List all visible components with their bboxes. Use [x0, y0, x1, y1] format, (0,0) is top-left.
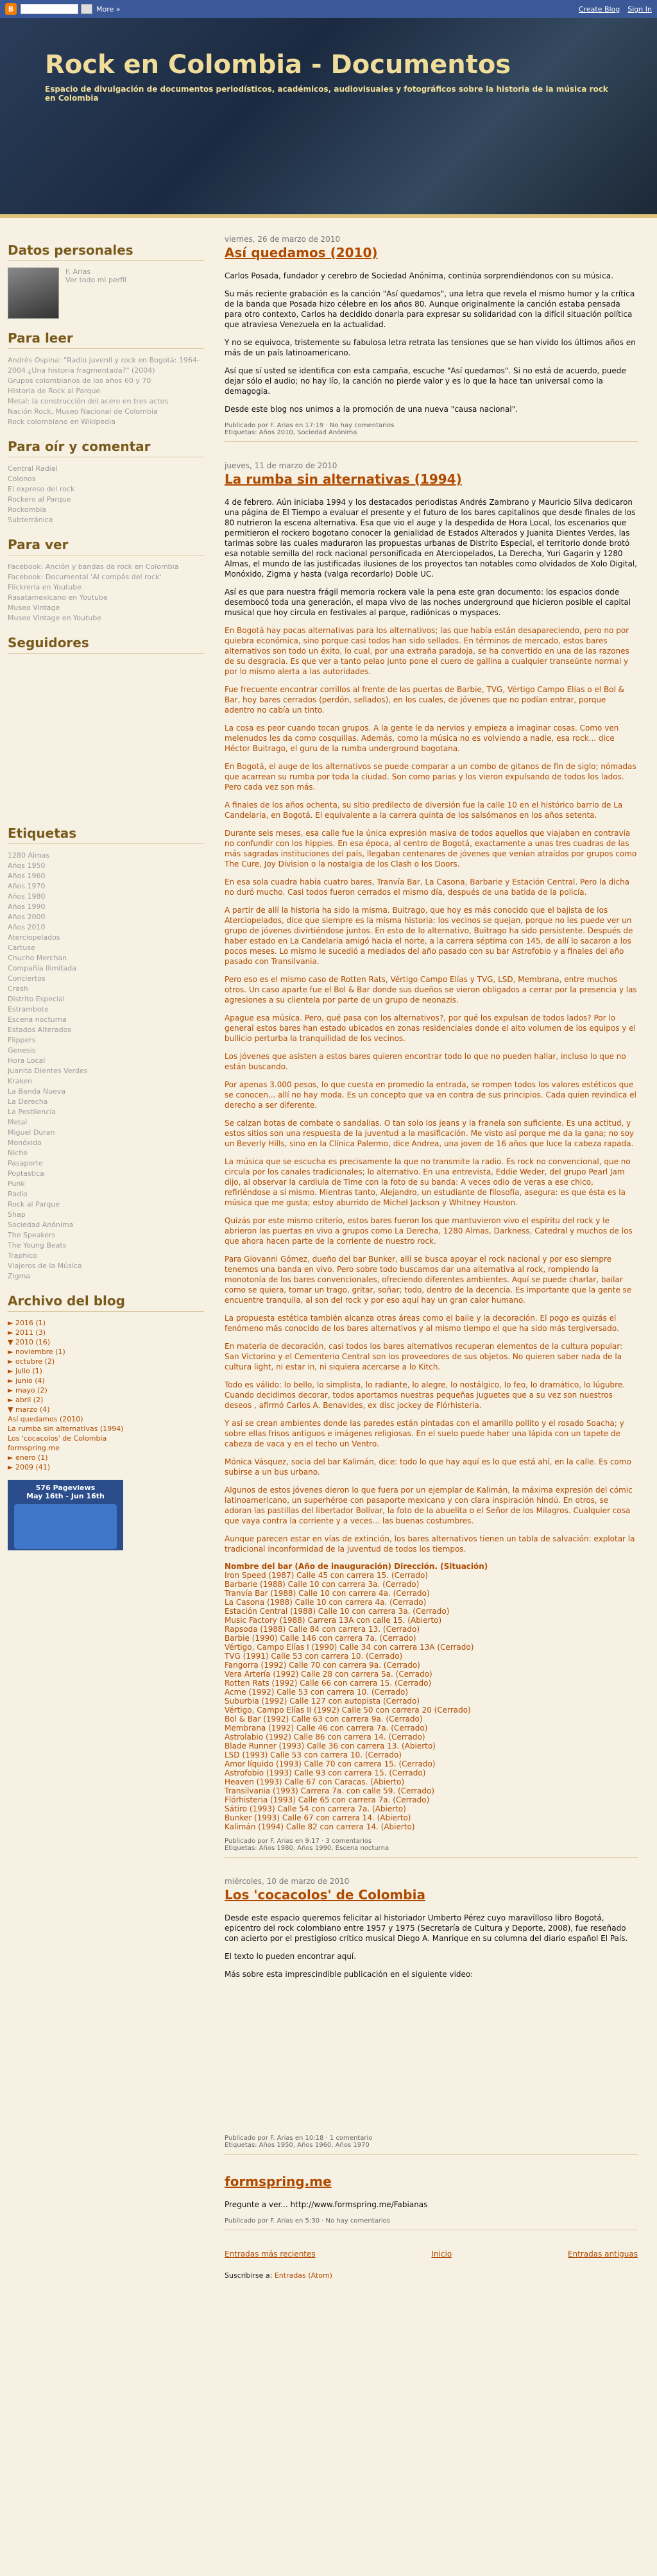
- list-item[interactable]: El expreso del rock: [8, 485, 75, 493]
- post-title[interactable]: formspring.me: [225, 2174, 332, 2189]
- label-item[interactable]: Hora Local: [8, 1056, 46, 1065]
- label-item[interactable]: Traphico: [8, 1251, 38, 1260]
- profile-name[interactable]: F. Arias: [65, 267, 91, 276]
- list-item[interactable]: Flickrería en Youtube: [8, 583, 81, 591]
- paragraph: Pregunte a ver... http://www.formspring.me/Fabianas: [225, 2200, 428, 2209]
- subscribe-text: Suscribirse a:: [225, 2271, 273, 2280]
- counter-range: May 16th - Jun 16th: [26, 1492, 105, 1500]
- bar-row: La Casona (1988) Calle 10 con carrera 4a. (Cerrado): [225, 1598, 427, 1607]
- label-item[interactable]: Sociedad Anónima: [8, 1221, 74, 1229]
- paragraph: Así que sí usted se identifica con esta campaña, escuche "Así quedamos". Si no está de acuerdo, puede dejar sólo el audio; no hay lío, la canción no pierde valor y es lo que la hace tan universal como la demagogia.: [225, 366, 626, 396]
- labels-list: [8, 851, 204, 1282]
- list-item[interactable]: Museo Vintage: [8, 604, 60, 612]
- bar-row: Barbie (1990) Calle 146 con carrera 7a. (Cerrado): [225, 1634, 416, 1643]
- archive-item[interactable]: ▼ marzo (4): [8, 1405, 50, 1414]
- personal-heading: Datos personales: [8, 242, 204, 261]
- list-item[interactable]: Grupos colombianos de los años 60 y 70: [8, 377, 151, 385]
- newer-posts-link[interactable]: Entradas más recientes: [225, 2250, 316, 2258]
- post-date: viernes, 26 de marzo de 2010: [225, 235, 341, 244]
- post-labels[interactable]: Etiquetas: Años 1950, Años 1960, Años 1970: [225, 2142, 370, 2149]
- archive-item[interactable]: ▼ 2010 (16): [8, 1338, 51, 1346]
- label-item[interactable]: Años 1970: [8, 882, 46, 890]
- bar-row: Estación Central (1988) Calle 10 con carrera 3a. (Cerrado): [225, 1607, 450, 1616]
- archive-item[interactable]: ► octubre (2): [8, 1357, 55, 1366]
- list-item[interactable]: Colonos: [8, 475, 36, 483]
- more-menu[interactable]: More »: [96, 4, 121, 13]
- paragraph: Desde este blog nos unimos a la promoción de una nueva "causa nacional".: [225, 405, 518, 414]
- article-paragraph: Algunos de estos jóvenes dieron lo que fuera por un ejemplar de Kalimán, la máxima expresión del cómic latinoamericano, un superhéroe con pasaporte mexicano y con clara inspiración hindú. En otros, se adoran las pastillas del libertador Bolívar, la foto de la abuelita o el Señor de los Milagros. Cualquier cosa que vaya contra la corriente y a veces... las buenas costumbres.: [225, 1486, 633, 1525]
- list-item[interactable]: Facebook: Documental 'Al compás del rock': [8, 573, 162, 581]
- etiquetas-heading: Etiquetas: [8, 826, 204, 844]
- para-leer-heading: Para leer: [8, 330, 204, 349]
- paragraph: Y no se equivoca, tristemente su fabulosa letra retrata las tensiones que se han vivido los últimos años en más de un país latinoamericano.: [225, 338, 636, 357]
- label-item[interactable]: Kraken: [8, 1077, 33, 1085]
- blogger-logo-icon[interactable]: B: [5, 3, 17, 15]
- bar-row: Acme (1992) Calle 53 con carrera 10. (Cerrado): [225, 1688, 409, 1697]
- bar-row: Sátiro (1993) Calle 54 con carrera 7a. (Abierto): [225, 1804, 406, 1813]
- bar-row: Vera Artería (1992) Calle 28 con carrera 5a. (Cerrado): [225, 1670, 432, 1679]
- label-item[interactable]: Flippers: [8, 1036, 36, 1044]
- para-oir-heading: Para oír y comentar: [8, 439, 204, 457]
- label-item[interactable]: Chucho Merchan: [8, 954, 67, 962]
- list-item[interactable]: Rockombia: [8, 505, 47, 514]
- post-footer: [225, 422, 638, 442]
- post-labels[interactable]: Etiquetas: Años 2010, Sociedad Anónima: [225, 429, 357, 436]
- blogger-navbar: [0, 0, 657, 18]
- bar-row: Kalimán (1994) Calle 82 con carrera 14. (Abierto): [225, 1822, 415, 1831]
- paragraph: Más sobre esta imprescindible publicación en el siguiente video:: [225, 1970, 474, 1979]
- archive-item[interactable]: ► mayo (2): [8, 1386, 47, 1394]
- post-footer: [225, 2135, 638, 2155]
- bar-row: Transilvania (1993) Carrera 7a. con calle 59. (Cerrado): [225, 1786, 435, 1795]
- search-input[interactable]: [21, 4, 78, 14]
- archive-item[interactable]: Los 'cocacolos' de Colombia: [8, 1434, 107, 1443]
- label-item[interactable]: Pasaporte: [8, 1159, 43, 1167]
- bar-row: Astrolabio (1992) Calle 86 con carrera 14. (Cerrado): [225, 1733, 425, 1741]
- list-item[interactable]: Facebook: Anción y bandas de rock en Colombia: [8, 563, 179, 571]
- label-item[interactable]: Monóxido: [8, 1139, 42, 1147]
- label-item[interactable]: Distrito Especial: [8, 995, 65, 1003]
- archive-item[interactable]: ► noviembre (1): [8, 1348, 65, 1356]
- post-labels[interactable]: Etiquetas: Años 1980, Años 1990, Escena nocturna: [225, 1845, 389, 1852]
- bar-row: Membrana (1992) Calle 46 con carrera 7a. (Cerrado): [225, 1724, 428, 1733]
- pageview-counter[interactable]: [8, 1480, 123, 1550]
- world-map-icon: [14, 1504, 117, 1549]
- blog-header: [0, 18, 657, 218]
- seguidores-heading: Seguidores: [8, 635, 204, 654]
- article-paragraph: Mónica Vásquez, socia del bar Kalimán, dice: todo lo que hay aquí es lo que está ahí, en la calle. Es como subirse a un bus urbano.: [225, 1457, 631, 1477]
- list-item[interactable]: Rasatamexicano en Youtube: [8, 593, 108, 602]
- home-link[interactable]: Inicio: [431, 2250, 452, 2258]
- archive-item[interactable]: ► 2009 (41): [8, 1463, 51, 1471]
- avatar[interactable]: [8, 267, 59, 319]
- bars-list: [225, 1562, 638, 1831]
- list-item[interactable]: Museo Vintage en Youtube: [8, 614, 102, 622]
- label-item[interactable]: Viajeros de la Música: [8, 1262, 82, 1270]
- archive-item[interactable]: ► 2011 (3): [8, 1328, 46, 1337]
- label-item[interactable]: Radio: [8, 1190, 28, 1198]
- bar-row: Vértigo, Campo Elías I (1990) Calle 34 con carrera 13A (Cerrado): [225, 1643, 474, 1652]
- bar-row: Barbarie (1988) Calle 10 con carrera 3a. (Cerrado): [225, 1580, 420, 1589]
- list-item[interactable]: Rock colombiano en Wikipedia: [8, 418, 115, 426]
- article-paragraph: La propuesta estética también alcanza otras áreas como el baile y la decoración. El pogo es quizás el fenómeno más conocido de los bares alternativos y al mismo tiempo el que ha sido más tergiversado.: [225, 1314, 619, 1333]
- article-paragraph: En materia de decoración, casi todos los bares alternativos recuperan elementos de la cultura popular: San Victorino y el Cementerio Central son los proveedores de sus objetos. No quieren saber nada de la cultura light, ni estar in, ni siquiera acercarse a lo Kitch.: [225, 1342, 623, 1371]
- post-body: [225, 271, 638, 414]
- label-item[interactable]: Estados Alterados: [8, 1026, 72, 1034]
- article-paragraph: Se calzan botas de combate o sandalias. O tan solo los jeans y la franela son suficiente. Es una actitud, y estos sitios son una respuesta de la juventud a la masificación. Me visto así porque me da la gana; no soy un Beverly Hills, sino en la Clínica Palermo, dice Andrea, una joven de 16 años que luce la cabeza rapada.: [225, 1119, 634, 1148]
- article-paragraph: En esa sola cuadra había cuatro bares, Tranvía Bar, La Casona, Barbarie y Estación Central. Pero la dicha no duró mucho. Casi todos fueron cerrados el mismo día, después de una batida de la policía.: [225, 877, 630, 897]
- counter-label: 576 Pageviews: [35, 1484, 96, 1492]
- article-paragraph: Quizás por este mismo criterio, estos bares fueron los que mantuvieron vivo el espíritu del rock y le abrieron las puertas en vivo a grupos como La Derecha, 1280 Almas, Darkness, Catedral y muchos de los que ahora hacen parte de la corriente de nuestro rock.: [225, 1216, 633, 1246]
- label-item[interactable]: Compañía Ilimitada: [8, 964, 77, 972]
- article-paragraph: Durante seis meses, esa calle fue la única expresión masiva de todos aquellos que viajaban en contravía no confundir con los hippies. En esa época, al centro de Bogotá, exactamente a unas tres cuadras de las más sagradas instituciones del país, llegaban centenares de jóvenes que venían atraídos por grupos como The Cure, Joy Division o la nostalgia de los Clash o los Doors.: [225, 829, 637, 869]
- followers-widget: [8, 660, 204, 814]
- para-ver-heading: Para ver: [8, 537, 204, 555]
- bar-row: Fangorra (1992) Calle 70 con carrera 9a. (Cerrado): [225, 1661, 420, 1670]
- main-content: [212, 218, 657, 2292]
- label-item[interactable]: The Speakers: [8, 1231, 56, 1239]
- archive-item[interactable]: La rumba sin alternativas (1994): [8, 1425, 124, 1433]
- article-paragraph: Por apenas 3.000 pesos, lo que cuesta en promedio la entrada, se rompen todos los valores estéticos que se conocen... allí no hay moda. Es un concepto que va en contra de sus principios. Cada quien revindica el derecho a ser diferente.: [225, 1080, 636, 1110]
- bar-row: Music Factory (1988) Carrera 13A con calle 15. (Abierto): [225, 1616, 442, 1625]
- post-meta[interactable]: Publicado por F. Arias en 10:18 · 1 comentario: [225, 2135, 373, 2142]
- label-item[interactable]: Shap: [8, 1210, 26, 1219]
- article-paragraph: La cosa es peor cuando tocan grupos. A la gente le da nervios y empieza a imaginar cosas. Como ven melenudos les da como cosquillas. Además, como la música no es volviendo a nadie, esa rock... dice Héctor Buitrago, el guru de la rumba underground bogotana.: [225, 724, 619, 753]
- bar-row: Suburbia (1992) Calle 127 con autopista (Cerrado): [225, 1697, 420, 1706]
- label-item[interactable]: Conciertos: [8, 974, 46, 983]
- bar-row: Flórhisteria (1993) Calle 65 con carrera 7a. (Cerrado): [225, 1795, 430, 1804]
- post-footer: [225, 2217, 638, 2230]
- subscribe-link[interactable]: Entradas (Atom): [274, 2271, 332, 2280]
- post-body: [225, 497, 638, 1831]
- list-item[interactable]: Andrés Ospina: "Radio juvenil y rock en Bogotá: 1964-2004 ¿Una historia fragmentada?" (2004): [8, 356, 200, 375]
- article-paragraph: A finales de los años ochenta, su sitio predilecto de diversión fue la calle 10 en el histórico barrio de La Candelaria, en Bogotá. El equivalente a la carrera quinta de los salsómanos en los años setenta.: [225, 801, 623, 820]
- label-item[interactable]: 1280 Almas: [8, 851, 50, 860]
- article-paragraph: Aunque parecen estar en vías de extinción, los bares alternativos tienen un tabla de salvación: explotar la tradicional inconformidad de la juventud de todos los tiempos.: [225, 1534, 635, 1554]
- article-paragraph: Todo es válido: lo bello, lo simplista, lo radiante, lo alegre, lo nostálgico, lo feo, lo dramático, lo lúgubre. Cuando decidimos decorar, todos aportamos nuestras pequeñas juguetes que a su vez son nuestros deseos , afirmó Carlos A. Benavides, ex disc jockey de Flórhisteria.: [225, 1380, 626, 1410]
- post-title[interactable]: Así quedamos (2010): [225, 245, 378, 260]
- bar-row: LSD (1993) Calle 53 con carrera 10. (Cerrado): [225, 1750, 402, 1759]
- search-button[interactable]: [81, 4, 92, 14]
- label-item[interactable]: Escena nocturna: [8, 1015, 67, 1024]
- bar-row: Vértigo, Campo Elías II (1992) Calle 50 con carrera 20 (Cerrado): [225, 1706, 471, 1715]
- article-paragraph: Los jóvenes que asisten a estos bares quieren encontrar todo lo que no pueden hallar, incluso lo que no están buscando.: [225, 1052, 626, 1071]
- paragraph: Su más reciente grabación es la canción "Así quedamos", una letra que revela el mismo humor y la crítica de la banda que Posada hizo célebre en los años 80. Aunque originalmente la canción estaba pensada para otro contexto, Carlos ha decidido donarla para expresar su solidaridad con la difícil situación política que atraviesa Venezuela en la actualidad.: [225, 289, 635, 329]
- article-paragraph: Fue frecuente encontrar corrillos al frente de las puertas de Barbie, TVG, Vértigo Campo Elías o el Bol & Bar, hoy bares cerrados (perdón, sellados), en los cuales, de jóvenes que no podían entrar, porque adentro no cabía un tinto.: [225, 685, 625, 715]
- paragraph: 4 de febrero. Aún iniciaba 1994 y los destacados periodistas Andrés Zambrano y Mauricio Silva dedicaron una página de El Tiempo a evaluar el presente y el futuro de los bares capitalinos que desde finales de los 80 nutrieron la escena alternativa. Esa que vio el auge y la despedida de Hora Local, los escenarios que permitieron el rockero bogotano conocer la genialidad de Estados Alterados y Juanita Dientes Verdes, las tarimas sobre las cuales maduraron las propuestas urbanas de Distrito Especial, el territorio donde brotó esa notable semilla del rock nacional personificada en Aterciopelados, La Derecha, Yuri Gagarin y 1280 Almas, el mundo de las justificadas ilusiones de los proyectos tan notables como olvidados de Xolo Digital, Monóxido, Zigma y hasta (valga recordarlo) Doble UC.: [225, 498, 638, 579]
- archive-item[interactable]: ► 2016 (1): [8, 1319, 46, 1327]
- sign-in-link[interactable]: Sign In: [627, 4, 652, 13]
- bar-row: Iron Speed (1987) Calle 45 con carrera 15. (Cerrado): [225, 1571, 428, 1580]
- bar-row: Astrofobio (1993) Calle 93 con carrera 15. (Cerrado): [225, 1768, 426, 1777]
- label-item[interactable]: Años 1950: [8, 861, 46, 870]
- list-item[interactable]: Nación Rock, Museo Nacional de Colombia: [8, 407, 158, 416]
- bars-header: Nombre del bar (Año de inauguración) Dirección. (Situación): [225, 1562, 488, 1571]
- label-item[interactable]: Estrambote: [8, 1005, 49, 1013]
- article-paragraph: Pero eso es el mismo caso de Rotten Rats, Vértigo Campo Elías y TVG, LSD, Membrana, entre muchos otros. Un caso aparte fue el Bol & Bar donde sus dueños se vieron obligados a cerrar por la presencia y las agresiones a su clientela por parte de un grupo de neonazis.: [225, 975, 637, 1004]
- post-body: [225, 1913, 638, 2128]
- label-item[interactable]: La Pestilencia: [8, 1108, 56, 1116]
- list-item[interactable]: Central Radial: [8, 464, 58, 473]
- bar-row: Bunker (1993) Calle 67 con carrera 14. (Abierto): [225, 1813, 411, 1822]
- post-footer: [225, 1838, 638, 1858]
- label-item[interactable]: Rock al Parque: [8, 1200, 60, 1208]
- archivo-heading: Archivo del blog: [8, 1293, 204, 1312]
- label-item[interactable]: Juanita Dientes Verdes: [8, 1067, 88, 1075]
- label-item[interactable]: Aterciopelados: [8, 933, 60, 942]
- label-item[interactable]: The Young Beats: [8, 1241, 67, 1250]
- archive-item[interactable]: ► enero (1): [8, 1453, 48, 1462]
- post-title[interactable]: La rumba sin alternativas (1994): [225, 471, 462, 487]
- post-meta[interactable]: Publicado por F. Arias en 9:17 · 3 comentarios: [225, 1838, 372, 1845]
- label-item[interactable]: Cartuse: [8, 944, 35, 952]
- bar-row: Rotten Rats (1992) Calle 66 con carrera 15. (Cerrado): [225, 1679, 432, 1688]
- article-paragraph: Para Giovanni Gómez, dueño del bar Bunker, allí se busca apoyar el rock nacional y por eso siempre tenemos una banda en vivo. Pero sobre todo buscamos dar una alternativa al rock, rompiendo la monotonía de los bares convencionales, ofreciendo diferentes ambientes. Aquí se puede charlar, bailar como se quiera, tomar un trago, gritar, soñar; todo, dentro de la decencia. Es importante que la gente se encuentre tranquila, al son del rock y por eso aquí hay un gran calor humano.: [225, 1255, 632, 1305]
- label-item[interactable]: Años 1990: [8, 902, 46, 911]
- article-paragraph: En Bogotá hay pocas alternativas para los alternativos; las que había están desapareciendo, pero no por quiebra económica, sino porque casi todos han sido sellados. En términos de mercado, estos bares alternativos son todo un éxito, lo cual, por una extraña paradoja, se ha convertido en una de las razones de su desgracia. Es que ver a tanto pelao junto pone el cuero de gallina a cualquier transeúnte normal y por lo mismo alerta a las autoridades.: [225, 626, 629, 676]
- article-paragraph: A partir de allí la historia ha sido la misma. Buitrago, que hoy es más conocido que el bajista de los Aterciopelados, dice que siempre es la misma historia: los vecinos se quejan, porque no les puede ver un grupo de jóvenes divirtiéndose juntos. En esto de lo alternativo, Buitrago ha sido persistente. Después de haber estado en La Candelaria amigó hacia el norte, a la carrera séptima con 145, de allí lo sacaron a los pocos meses. Lo mismo le sucedió a mediados del año pasado con su bar Astrofobio y a finales del año pasado con Transilvania.: [225, 906, 633, 966]
- article-paragraph: La música que se escucha es precisamente la que no transmite la radio. Es rock no convencional, que no circula por los canales tradicionales; lo alternativo. En una entrevista, Eddie Weder, del grupo Pearl Jam dijo, al observar la cardiula de Time con la foto de su banda: A veces odio de veras a ese chico, refiriéndose a sí mismo. Mientras tanto, Alejandro, un estudiante de filosofía, asegura: es que ésta es la música que me gusta; estoy aburrido de Michel Jackson y Whitney Houston.: [225, 1157, 631, 1207]
- list-item[interactable]: Rockero al Parque: [8, 495, 71, 504]
- archive-item[interactable]: ► julio (1): [8, 1367, 42, 1375]
- archive-item[interactable]: Así quedamos (2010): [8, 1415, 83, 1423]
- label-item[interactable]: Niche: [8, 1149, 28, 1157]
- bar-row: Amor líquido (1993) Calle 70 con carrera 15. (Cerrado): [225, 1759, 436, 1768]
- post-title[interactable]: Los 'cocacolos' de Colombia: [225, 1887, 425, 1902]
- archive-item[interactable]: ► junio (4): [8, 1377, 45, 1385]
- older-posts-link[interactable]: Entradas antiguas: [567, 2250, 638, 2258]
- pager: [225, 2250, 638, 2258]
- article-paragraph: En Bogotá, el auge de los alternativos se puede comparar a un combo de gitanos de fin de siglo; nómadas que acarrean su rumba por toda la ciudad. Son como parias y los vieron expulsando de todos los lados. Pero cada vez son más.: [225, 762, 636, 792]
- label-item[interactable]: Crash: [8, 985, 28, 993]
- paragraph: Así es que para nuestra frágil memoria rockera vale la pena este gran documento: los espacios donde desembocó toda una generación, el mapa vivo de las noches underground que hicieron posible el capital musical que hoy circula en festivales al parque, radiónicas o myspaces.: [225, 588, 631, 617]
- paragraph: Desde este espacio queremos felicitar al historiador Umberto Pérez cuyo maravilloso libro Bogotá, epicentro del rock colombiano entre 1957 y 1975 (Secretaría de Cultura y Deporte, 2008), fue reseñado con acierto por el prestigioso crítico musical Diego A. Manrique en su columna del diario español El País.: [225, 1913, 628, 1943]
- label-item[interactable]: Zigma: [8, 1272, 31, 1280]
- video-embed[interactable]: [225, 1987, 638, 2128]
- archive-item[interactable]: formspring.me: [8, 1444, 60, 1452]
- para-oir-list: [8, 464, 204, 525]
- article-paragraph: Apague esa música. Pero, qué pasa con los alternativos?, por qué los expulsan de todos lados? Por lo general estos bares han estado ubicados en zonas residenciales donde el alto volumen de los equipos y el bullicio perturba la tranquilidad de los vecinos.: [225, 1013, 636, 1043]
- bar-row: Rapsoda (1988) Calle 84 con carrera 13. (Cerrado): [225, 1625, 420, 1634]
- bar-row: Heaven (1993) Calle 67 con Caracas. (Abierto): [225, 1777, 405, 1786]
- label-item[interactable]: Genesis: [8, 1046, 36, 1055]
- sidebar: [0, 218, 212, 2292]
- label-item[interactable]: Años 1960: [8, 872, 46, 880]
- create-blog-link[interactable]: Create Blog: [578, 4, 620, 13]
- bar-row: TVG (1991) Calle 53 con carrera 10. (Cerrado): [225, 1652, 403, 1661]
- article-paragraph: Y así se crean ambientes donde las paredes están pintadas con el amarillo pollito y el rosado Soacha; y sobre ellas frisos antiguos e imágenes religiosas. En el suelo puede haber una lápida con un tapete de cabeza de vaca y en el techo un Ventro.: [225, 1419, 624, 1448]
- para-ver-list: [8, 562, 204, 623]
- label-item[interactable]: Punk: [8, 1180, 25, 1188]
- blog-title[interactable]: Rock en Colombia - Documentos: [45, 50, 511, 80]
- blog-description: Espacio de divulgación de documentos periodísticos, académicos, audiovisuales y fotográficos sobre la historia de la música rock en Colombia: [45, 85, 608, 103]
- post-body: [225, 2199, 638, 2210]
- label-item[interactable]: La Banda Nueva: [8, 1087, 66, 1096]
- bar-row: Bol & Bar (1992) Calle 63 con carrera 9a. (Cerrado): [225, 1715, 423, 1724]
- post-meta[interactable]: Publicado por F. Arias en 5:30 · No hay comentarios: [225, 2217, 390, 2224]
- subscribe: [225, 2271, 638, 2280]
- post-date: jueves, 11 de marzo de 2010: [225, 461, 337, 470]
- view-profile-link[interactable]: Ver todo mi perfil: [65, 276, 127, 284]
- label-item[interactable]: Metal: [8, 1118, 28, 1126]
- archive-item[interactable]: ► abril (2): [8, 1396, 44, 1404]
- list-item[interactable]: Subterránica: [8, 516, 53, 524]
- paragraph: El texto lo pueden encontrar aquí.: [225, 1952, 357, 1961]
- article-body: [225, 625, 638, 1554]
- label-item[interactable]: Años 2010: [8, 923, 46, 931]
- label-item[interactable]: Miguel Duran: [8, 1128, 55, 1137]
- label-item[interactable]: La Derecha: [8, 1097, 48, 1106]
- label-item[interactable]: Poptastica: [8, 1169, 44, 1178]
- post-meta[interactable]: Publicado por F. Arias en 17:19 · No hay comentarios: [225, 422, 395, 429]
- archive-list: [8, 1318, 204, 1472]
- label-item[interactable]: Años 1980: [8, 892, 46, 901]
- paragraph: Carlos Posada, fundador y cerebro de Sociedad Anónima, continúa sorprendiéndonos con su música.: [225, 271, 613, 280]
- bar-row: Blade Runner (1993) Calle 36 con carrera 13. (Abierto): [225, 1741, 436, 1750]
- list-item[interactable]: Metal: la construcción del acero en tres actos: [8, 397, 169, 405]
- post-date: miércoles, 10 de marzo de 2010: [225, 1877, 350, 1886]
- bar-row: Tranvía Bar (1988) Calle 10 con carrera 4a. (Cerrado): [225, 1589, 430, 1598]
- list-item[interactable]: Historia de Rock al Parque: [8, 387, 101, 395]
- para-leer-list: [8, 355, 204, 427]
- label-item[interactable]: Años 2000: [8, 913, 46, 921]
